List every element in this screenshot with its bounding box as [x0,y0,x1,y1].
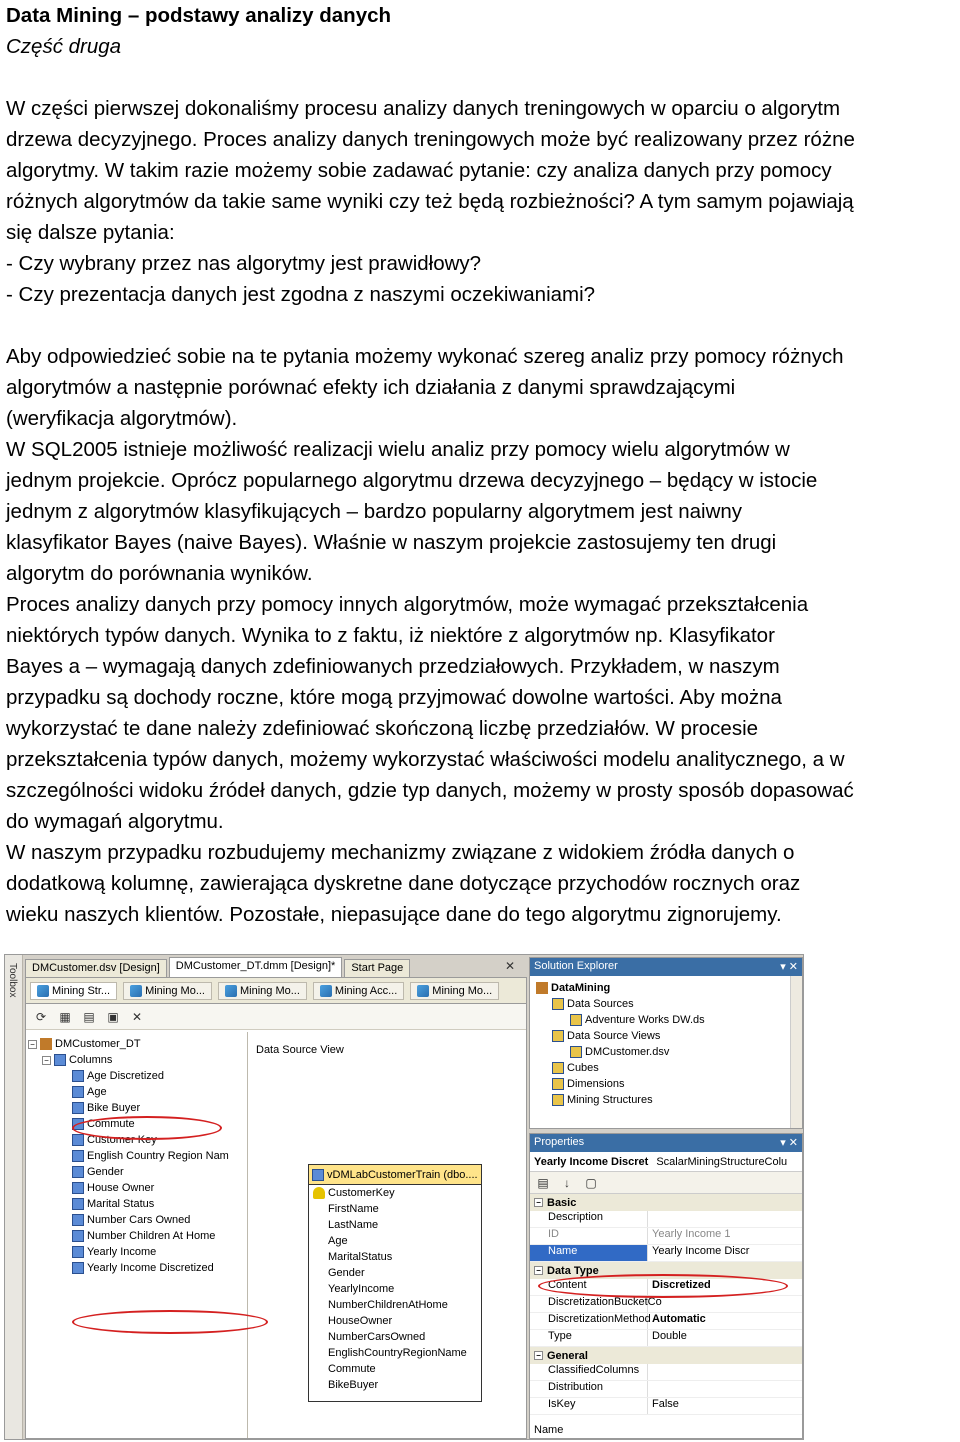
dsv-field[interactable] [313,1361,481,1377]
property-name: DiscretizationMethod [530,1313,648,1329]
column-label: Number Children At Home [87,1230,216,1242]
table-icon [312,1169,324,1181]
body-line: wykorzystać te dane należy zdefiniować skończoną liczbę przedziałów. W procesie [6,717,759,740]
column-icon [72,1134,84,1146]
category-label: Data Type [547,1264,599,1277]
body-line: algorytm do porównania wyników. [6,562,313,585]
column-label: English Country Region Nam [87,1150,229,1162]
document [6,0,956,930]
property-name: Distribution [530,1381,648,1397]
tree-column-item[interactable] [28,1260,245,1276]
tree-column-item[interactable] [28,1244,245,1260]
collapse-icon[interactable]: − [42,1056,51,1065]
highlight-ellipse [72,1310,268,1334]
alphabetical-icon[interactable]: ↓ [564,1175,570,1190]
property-value[interactable]: Double [652,1330,687,1342]
solution-explorer-title [530,958,802,976]
intro-line: algorytmy. W takim razie możemy sobie zadawać pytanie: czy analiza danych przy pomocy [6,159,832,182]
tree-column-item[interactable] [28,1164,245,1180]
tree-root-label: DMCustomer_DT [55,1038,141,1050]
add-column-icon[interactable]: ▦ [59,1009,71,1024]
dsv-field-label: YearlyIncome [328,1283,395,1295]
solution-explorer-item[interactable] [532,1012,800,1028]
property-name: Description [530,1211,648,1227]
property-category[interactable] [530,1347,802,1364]
dsv-field-label: FirstName [328,1203,379,1215]
column-icon [72,1262,84,1274]
column-icon [72,1150,84,1162]
intro-line: - Czy wybrany przez nas algorytmy jest prawidłowy? [6,252,482,275]
project-icon [536,982,548,994]
dsv-field-label: Gender [328,1267,365,1279]
column-label: Yearly Income Discretized [87,1262,214,1274]
object-type: ScalarMiningStructureColu [656,1155,788,1168]
column-label: Gender [87,1166,124,1178]
property-value[interactable]: Yearly Income Discr [652,1245,750,1257]
column-icon [72,1102,84,1114]
structure-icon [40,1038,52,1050]
dsv-field[interactable] [313,1233,481,1249]
collapse-icon[interactable]: − [28,1040,37,1049]
property-row[interactable] [530,1398,802,1415]
property-row[interactable] [530,1313,802,1330]
category-label: Basic [547,1196,577,1209]
pin-icon[interactable]: ▾ ✕ [780,1137,798,1149]
dsv-table-name: vDMLabCustomerTrain (dbo.... [327,1168,478,1181]
solution-explorer-item[interactable] [532,980,800,996]
property-value[interactable] [648,1211,652,1227]
properties-toolbar [530,1172,802,1194]
tab-mining-prediction[interactable] [410,982,499,1000]
dsv-table[interactable] [308,1164,482,1402]
pane-title-label: Solution Explorer [534,960,618,972]
body-line: dodatkową kolumnę, zawierająca dyskretne dane dotyczące przychodów rocznych oraz [6,872,801,895]
property-name: ClassifiedColumns [530,1364,648,1380]
dsv-field-label: HouseOwner [328,1315,393,1327]
dsv-field-label: CustomerKey [328,1187,395,1199]
column-icon [72,1214,84,1226]
tab-dmm-design[interactable]: DMCustomer_DT.dmm [Design]* [169,957,343,977]
subtab-label: Mining Mo... [432,984,493,997]
object-name: Yearly Income Discret [534,1155,649,1168]
mining-models-icon [130,985,142,997]
tree-column-item[interactable] [28,1196,245,1212]
body-line: klasyfikator Bayes (naive Bayes). Właśnie w naszym projekcie zastosujemy ten drugi [6,531,777,554]
dsv-field-label: EnglishCountryRegionName [328,1347,467,1359]
dsv-field-label: MaritalStatus [328,1251,393,1263]
body-line: niektórych typów danych. Wynika to z faktu, iż niektóre z algorytmów np. Klasyfikator [6,624,775,647]
column-label: Yearly Income [87,1246,157,1258]
dsv-field-label: Age [328,1235,348,1247]
dsv-field[interactable] [313,1265,481,1281]
paragraph-body [6,341,956,930]
properties-window [529,1133,803,1439]
intro-line: się dalsze pytania: [6,221,175,244]
tree-column-item[interactable] [28,1180,245,1196]
body-line: Bayes a – wymagają danych zdefiniowanych przedziałowych. Przykładem, w naszym [6,655,780,678]
body-line: przekształcenia typów danych, możemy wykorzystać właściwości modelu analitycznego, a w [6,748,845,771]
dsv-field[interactable] [313,1345,481,1361]
tree-root[interactable] [28,1036,245,1052]
dsv-title: Data Source View [256,1044,344,1056]
tab-mining-model-viewer[interactable] [218,982,307,1000]
subtab-label: Mining Mo... [145,984,205,997]
dsv-field[interactable] [313,1281,481,1297]
solution-explorer-label: Dimensions [567,1078,625,1090]
dsv-field-label: BikeBuyer [328,1379,379,1391]
solution-explorer-label: DataMining [551,982,611,994]
body-line: jednym projekcie. Oprócz popularnego algorytmu drzewa decyzyjnego – będący w istocie [6,469,818,492]
column-icon [72,1198,84,1210]
body-line: przypadku są dochody roczne, które mogą przyjmować dowolne wartości. Aby można [6,686,782,709]
mining-structure-icon [37,985,49,997]
column-label: House Owner [87,1182,155,1194]
body-line: W SQL2005 istnieje możliwość realizacji wielu analiz przy pomocy wielu algorytmów w [6,438,790,461]
data-source-view-pane [250,1032,526,1438]
close-icon[interactable]: ✕ [505,959,516,973]
toolbox-label: Toolbox [7,963,18,998]
property-row[interactable] [530,1330,802,1347]
dsv-table-header[interactable] [309,1165,481,1185]
subtab-label: Mining Acc... [334,984,398,997]
column-label: Commute [87,1118,135,1130]
solution-explorer-label: Data Source Views [567,1030,661,1042]
intro-line: drzewa decyzyjnego. Proces analizy danych treningowych może być realizowany przez różne [6,128,855,151]
property-pages-icon[interactable]: ▢ [585,1175,597,1190]
dsv-field[interactable] [313,1185,481,1201]
model-viewer-icon [225,985,237,997]
collapse-icon[interactable]: − [534,1351,543,1360]
property-row[interactable] [530,1364,802,1381]
highlight-ellipse [72,1116,222,1140]
column-label: Marital Status [87,1198,155,1210]
scrollbar[interactable] [790,976,802,1128]
document-title: Data Mining – podstawy analizy danych [6,4,392,27]
tab-mining-structure[interactable] [30,982,117,1000]
property-value[interactable] [648,1364,652,1380]
structure-tree [26,1032,248,1438]
property-row[interactable] [530,1296,802,1313]
intro-line: - Czy prezentacja danych jest zgodna z naszymi oczekiwaniami? [6,283,596,306]
solution-explorer-item[interactable] [532,1076,800,1092]
accuracy-icon [320,985,332,997]
folder-icon [552,1062,564,1074]
solution-explorer-item[interactable] [532,1060,800,1076]
body-line: do wymagań algorytmu. [6,810,224,833]
column-icon [72,1246,84,1258]
pin-icon[interactable]: ▾ ✕ [780,961,798,973]
columns-label: Columns [69,1054,113,1066]
column-label: Age Discretized [87,1070,165,1082]
property-name: Type [530,1330,648,1346]
category-label: General [547,1349,588,1362]
tab-dsv-design[interactable]: DMCustomer.dsv [Design] [25,959,167,977]
document-tabs [25,957,525,977]
dsv-field[interactable] [313,1297,481,1313]
body-line: algorytmów a następnie porównać efekty ich działania z danymi sprawdzającymi [6,376,736,399]
column-label: Customer Key [87,1134,157,1146]
property-value[interactable]: Yearly Income 1 [652,1228,731,1240]
refresh-icon[interactable]: ⟳ [35,1009,47,1024]
delete-icon[interactable]: ✕ [131,1009,143,1024]
tree-columns-node[interactable] [28,1052,245,1068]
dsv-field-label: NumberCarsOwned [328,1331,426,1343]
solution-explorer-label: Data Sources [567,998,634,1010]
solution-explorer-label: Adventure Works DW.ds [585,1014,705,1026]
column-label: Bike Buyer [87,1102,141,1114]
folder-icon [552,1030,564,1042]
property-value[interactable]: Automatic [652,1313,706,1325]
column-icon [72,1182,84,1194]
solution-explorer-label: Cubes [567,1062,599,1074]
dsv-field[interactable] [313,1217,481,1233]
intro-line: W części pierwszej dokonaliśmy procesu analizy danych treningowych w oparciu o algorytm [6,97,841,120]
column-label: Number Cars Owned [87,1214,191,1226]
property-row[interactable] [530,1381,802,1398]
tree-column-item[interactable] [28,1068,245,1084]
body-line: jednym z algorytmów klasyfikujących – bardzo popularny algorytmem jest naiwny [6,500,743,523]
designer-subtabs [26,978,526,1004]
body-line: szczególności widoku źródeł danych, gdzie typ danych, możemy w prosty sposób dopasować [6,779,854,802]
document-subtitle: Część druga [6,35,122,58]
columns-folder-icon [54,1054,66,1066]
body-line: W naszym przypadku rozbudujemy mechanizmy związane z widokiem źródła danych o [6,841,795,864]
folder-icon [570,1046,582,1058]
property-description: Name [530,1421,802,1438]
key-icon [313,1187,325,1199]
property-row[interactable] [530,1211,802,1228]
subtab-label: Mining Str... [52,984,111,997]
column-icon [72,1166,84,1178]
add-nested-icon[interactable]: ▤ [83,1009,95,1024]
solution-explorer-label: Mining Structures [567,1094,653,1106]
body-line: Aby odpowiedzieć sobie na te pytania możemy wykonać szereg analiz przy pomocy różnych [6,345,844,368]
dsv-field[interactable] [313,1249,481,1265]
tab-mining-models[interactable] [123,982,212,1000]
folder-icon [552,1078,564,1090]
dsv-field-label: NumberChildrenAtHome [328,1299,448,1311]
ssas-screenshot [4,954,804,1440]
solution-explorer-item[interactable] [532,1028,800,1044]
categorized-icon[interactable]: ▤ [537,1175,549,1190]
collapse-icon[interactable]: − [534,1198,543,1207]
tree-column-item[interactable] [28,1084,245,1100]
dsv-field[interactable] [313,1201,481,1217]
properties-object-selector[interactable] [530,1152,802,1172]
property-name: ID [530,1228,648,1244]
tree-column-item[interactable] [28,1212,245,1228]
highlight-ellipse [538,1274,788,1298]
prediction-icon [417,985,429,997]
dsv-field-label: LastName [328,1219,379,1231]
tree-column-item[interactable] [28,1148,245,1164]
column-icon [72,1070,84,1082]
property-value[interactable] [648,1381,652,1397]
dsv-field[interactable] [313,1329,481,1345]
property-name: Name [530,1245,648,1261]
add-model-icon[interactable]: ▣ [107,1009,119,1024]
paragraph-intro [6,93,956,310]
property-value[interactable] [648,1296,652,1312]
tab-mining-accuracy[interactable] [313,982,404,1000]
property-name: DiscretizationBucketCo [530,1296,648,1312]
pane-title-label: Properties [534,1136,585,1148]
solution-explorer-item[interactable] [532,996,800,1012]
body-line: wieku naszych klientów. Pozostałe, niepasujące dane do tego algorytmu zignorujemy. [6,903,782,926]
dsv-field[interactable] [313,1313,481,1329]
body-line: (weryfikacja algorytmów). [6,407,238,430]
column-icon [72,1230,84,1242]
folder-icon [570,1014,582,1026]
body-line: Proces analizy danych przy pomocy innych algorytmów, może wymagać przekształcenia [6,593,809,616]
folder-icon [552,998,564,1010]
solution-explorer [529,957,803,1129]
mining-designer [25,977,527,1439]
designer-toolbar [26,1004,526,1030]
tab-start-page[interactable]: Start Page [344,959,410,977]
collapse-icon[interactable]: − [534,1266,543,1275]
toolbox-strip[interactable] [5,955,23,1439]
column-icon [72,1086,84,1098]
property-row[interactable] [530,1228,802,1245]
column-label: Age [87,1086,107,1098]
property-value[interactable]: Discretized [652,1279,711,1291]
solution-explorer-label: DMCustomer.dsv [585,1046,670,1058]
dsv-field[interactable] [313,1377,481,1393]
property-value[interactable]: False [652,1398,679,1410]
tree-column-item[interactable] [28,1228,245,1244]
dsv-field-label: Commute [328,1363,376,1375]
folder-icon [552,1094,564,1106]
subtab-label: Mining Mo... [240,984,300,997]
property-row[interactable] [530,1245,802,1262]
property-name: IsKey [530,1398,648,1414]
solution-explorer-item[interactable] [532,1092,800,1108]
solution-explorer-item[interactable] [532,1044,800,1060]
properties-title [530,1134,802,1152]
property-category[interactable] [530,1194,802,1211]
intro-line: różnych algorytmów da takie same wyniki czy też będą rozbieżności? A tym samym pojawiają [6,190,854,213]
property-name: Content [530,1279,648,1295]
tree-column-item[interactable] [28,1100,245,1116]
